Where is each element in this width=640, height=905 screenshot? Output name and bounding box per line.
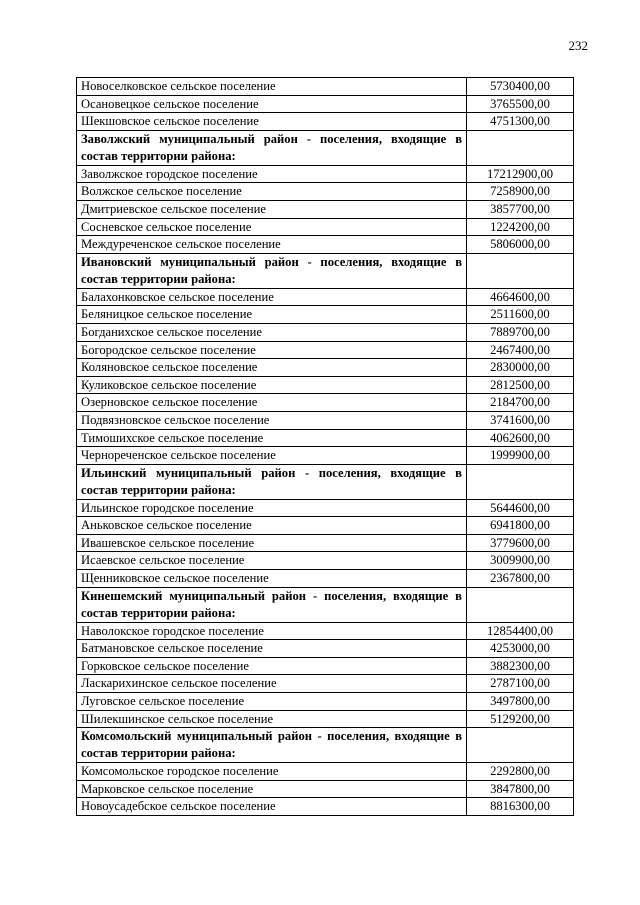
table-row [77,517,574,535]
settlement-name-cell: Шекшовское сельское поселение [77,113,467,131]
amount-cell: 2511600,00 [467,306,574,324]
settlement-name-cell: Заволжское городское поселение [77,165,467,183]
settlement-name-cell: Луговское сельское поселение [77,693,467,711]
table-row [77,288,574,306]
table-row [77,763,574,781]
amount-cell: 4664600,00 [467,288,574,306]
amount-cell: 5806000,00 [467,236,574,254]
amount-cell: 7258900,00 [467,183,574,201]
district-name-cell: Ильинский муниципальный район - поселения, входящие в состав территории района: [77,464,467,499]
district-name-cell: Кинешемский муниципальный район - поселения, входящие в состав территории района: [77,587,467,622]
table-row [77,570,574,588]
settlement-name-cell: Дмитриевское сельское поселение [77,200,467,218]
amount-cell: 2467400,00 [467,341,574,359]
settlement-name-cell: Аньковское сельское поселение [77,517,467,535]
table-row [77,95,574,113]
settlement-name-cell: Осановецкое сельское поселение [77,95,467,113]
amount-cell: 12854400,00 [467,622,574,640]
amount-cell: 7889700,00 [467,323,574,341]
amount-cell: 2292800,00 [467,763,574,781]
amount-cell: 1224200,00 [467,218,574,236]
settlement-name-cell: Исаевское сельское поселение [77,552,467,570]
table-row [77,341,574,359]
amount-cell: 6941800,00 [467,517,574,535]
settlement-name-cell: Ивашевское сельское поселение [77,534,467,552]
district-header-row [77,464,574,499]
amount-cell: 2787100,00 [467,675,574,693]
table-row [77,323,574,341]
amount-cell: 5129200,00 [467,710,574,728]
settlement-name-cell: Волжское сельское поселение [77,183,467,201]
settlement-allocation-table [76,77,574,816]
page-number: 232 [568,38,588,53]
settlement-name-cell: Горковское сельское поселение [77,657,467,675]
settlement-name-cell: Щенниковское сельское поселение [77,570,467,588]
amount-cell: 8816300,00 [467,798,574,816]
amount-cell: 3847800,00 [467,780,574,798]
amount-cell [467,587,574,622]
settlement-name-cell: Междуреченское сельское поселение [77,236,467,254]
amount-cell: 17212900,00 [467,165,574,183]
table-row [77,359,574,377]
table-row [77,113,574,131]
settlement-name-cell: Сосневское сельское поселение [77,218,467,236]
settlement-name-cell: Новоусадебское сельское поселение [77,798,467,816]
table-row [77,499,574,517]
table-row [77,394,574,412]
settlement-name-cell: Тимошихское сельское поселение [77,429,467,447]
amount-cell: 3882300,00 [467,657,574,675]
table-row [77,78,574,96]
settlement-name-cell: Наволокское городское поселение [77,622,467,640]
amount-cell: 4253000,00 [467,640,574,658]
amount-cell: 2830000,00 [467,359,574,377]
settlement-name-cell: Ильинское городское поселение [77,499,467,517]
settlement-name-cell: Шилекшинское сельское поселение [77,710,467,728]
amount-cell [467,253,574,288]
table-row [77,710,574,728]
table-row [77,236,574,254]
settlement-name-cell: Балахонковское сельское поселение [77,288,467,306]
table-row [77,780,574,798]
table-row [77,411,574,429]
settlement-name-cell: Беляницкое сельское поселение [77,306,467,324]
district-name-cell: Ивановский муниципальный район - поселения, входящие в состав территории района: [77,253,467,288]
amount-cell: 2184700,00 [467,394,574,412]
settlement-name-cell: Богородское сельское поселение [77,341,467,359]
settlement-name-cell: Подвязновское сельское поселение [77,411,467,429]
amount-cell: 3741600,00 [467,411,574,429]
amount-cell: 3779600,00 [467,534,574,552]
settlement-name-cell: Новоселковское сельское поселение [77,78,467,96]
amount-cell: 3857700,00 [467,200,574,218]
district-name-cell: Комсомольский муниципальный район - поселения, входящие в состав территории района: [77,728,467,763]
table-row [77,657,574,675]
table-row [77,200,574,218]
amount-cell: 2367800,00 [467,570,574,588]
amount-cell [467,464,574,499]
settlement-name-cell: Батмановское сельское поселение [77,640,467,658]
table-row [77,165,574,183]
table-body [77,78,574,816]
amount-cell: 3497800,00 [467,693,574,711]
amount-cell: 5730400,00 [467,78,574,96]
district-header-row [77,130,574,165]
table-row [77,675,574,693]
settlement-name-cell: Комсомольское городское поселение [77,763,467,781]
table-row [77,798,574,816]
table-row [77,622,574,640]
district-name-cell: Заволжский муниципальный район - поселения, входящие в состав территории района: [77,130,467,165]
settlement-name-cell: Куликовское сельское поселение [77,376,467,394]
table-row [77,534,574,552]
settlement-name-cell: Озерновское сельское поселение [77,394,467,412]
table-row [77,447,574,465]
table-row [77,218,574,236]
amount-cell: 3009900,00 [467,552,574,570]
district-header-row [77,587,574,622]
amount-cell: 3765500,00 [467,95,574,113]
amount-cell [467,130,574,165]
amount-cell: 1999900,00 [467,447,574,465]
settlement-name-cell: Коляновское сельское поселение [77,359,467,377]
table-row [77,552,574,570]
table-row [77,376,574,394]
district-header-row [77,728,574,763]
settlement-name-cell: Марковское сельское поселение [77,780,467,798]
amount-cell [467,728,574,763]
amount-cell: 4751300,00 [467,113,574,131]
table-row [77,306,574,324]
amount-cell: 5644600,00 [467,499,574,517]
table-row [77,183,574,201]
amount-cell: 2812500,00 [467,376,574,394]
district-header-row [77,253,574,288]
table-row [77,429,574,447]
settlement-name-cell: Богданихское сельское поселение [77,323,467,341]
table-row [77,693,574,711]
settlement-name-cell: Ласкарихинское сельское поселение [77,675,467,693]
settlement-name-cell: Чернореченское сельское поселение [77,447,467,465]
amount-cell: 4062600,00 [467,429,574,447]
table-row [77,640,574,658]
